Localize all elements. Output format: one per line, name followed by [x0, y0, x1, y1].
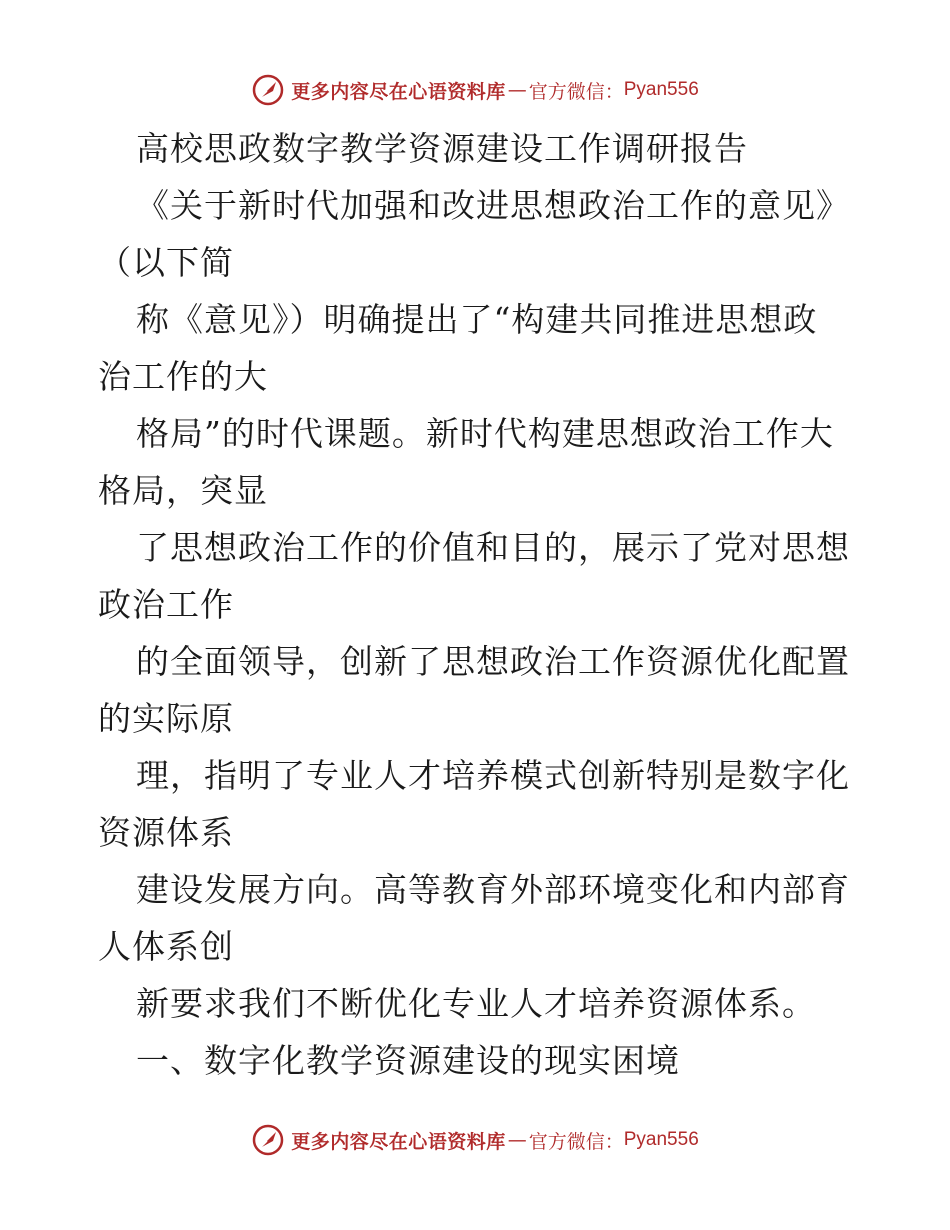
doc-line: （以下简 — [98, 243, 234, 282]
banner-dash: — — [507, 79, 527, 101]
doc-line: 治工作的大 — [98, 357, 268, 396]
doc-line: 格局，突显 — [98, 471, 268, 510]
banner-dash: — — [507, 1129, 527, 1151]
doc-line: 的实际原 — [98, 699, 234, 738]
footer-banner — [0, 1120, 950, 1160]
section-heading: 一、数字化教学资源建设的现实困境 — [136, 1041, 680, 1080]
doc-line: 人体系创 — [98, 927, 234, 966]
document-body — [98, 120, 858, 1089]
banner-wechat-id: Pyan556 — [623, 79, 699, 100]
banner-main-text: 更多内容尽在心语资料库 — [291, 80, 506, 103]
doc-line: 格局”的时代课题。新时代构建思想政治工作大 — [136, 414, 834, 453]
doc-line: 资源体系 — [98, 813, 234, 852]
doc-title: 高校思政数字教学资源建设工作调研报告 — [136, 129, 748, 168]
quill-logo-icon — [251, 1123, 285, 1157]
banner-sub-text: 官方微信： — [528, 80, 624, 103]
doc-line: 的全面领导，创新了思想政治工作资源优化配置 — [136, 642, 850, 681]
doc-line: 新要求我们不断优化专业人才培养资源体系。 — [136, 984, 816, 1023]
doc-line: 《关于新时代加强和改进思想政治工作的意见》 — [136, 186, 850, 225]
banner-wechat-id: Pyan556 — [623, 1129, 699, 1150]
doc-line: 建设发展方向。高等教育外部环境变化和内部育 — [136, 870, 850, 909]
banner-sub-text: 官方微信： — [528, 1130, 624, 1153]
doc-line: 理，指明了专业人才培养模式创新特别是数字化 — [136, 756, 850, 795]
doc-line: 了思想政治工作的价值和目的，展示了党对思想 — [136, 528, 850, 567]
banner-main-text: 更多内容尽在心语资料库 — [291, 1130, 506, 1153]
doc-line: 政治工作 — [98, 585, 234, 624]
header-banner — [0, 70, 950, 110]
quill-logo-icon — [251, 73, 285, 107]
doc-line: 称《意见》）明确提出了“构建共同推进思想政 — [136, 300, 818, 339]
